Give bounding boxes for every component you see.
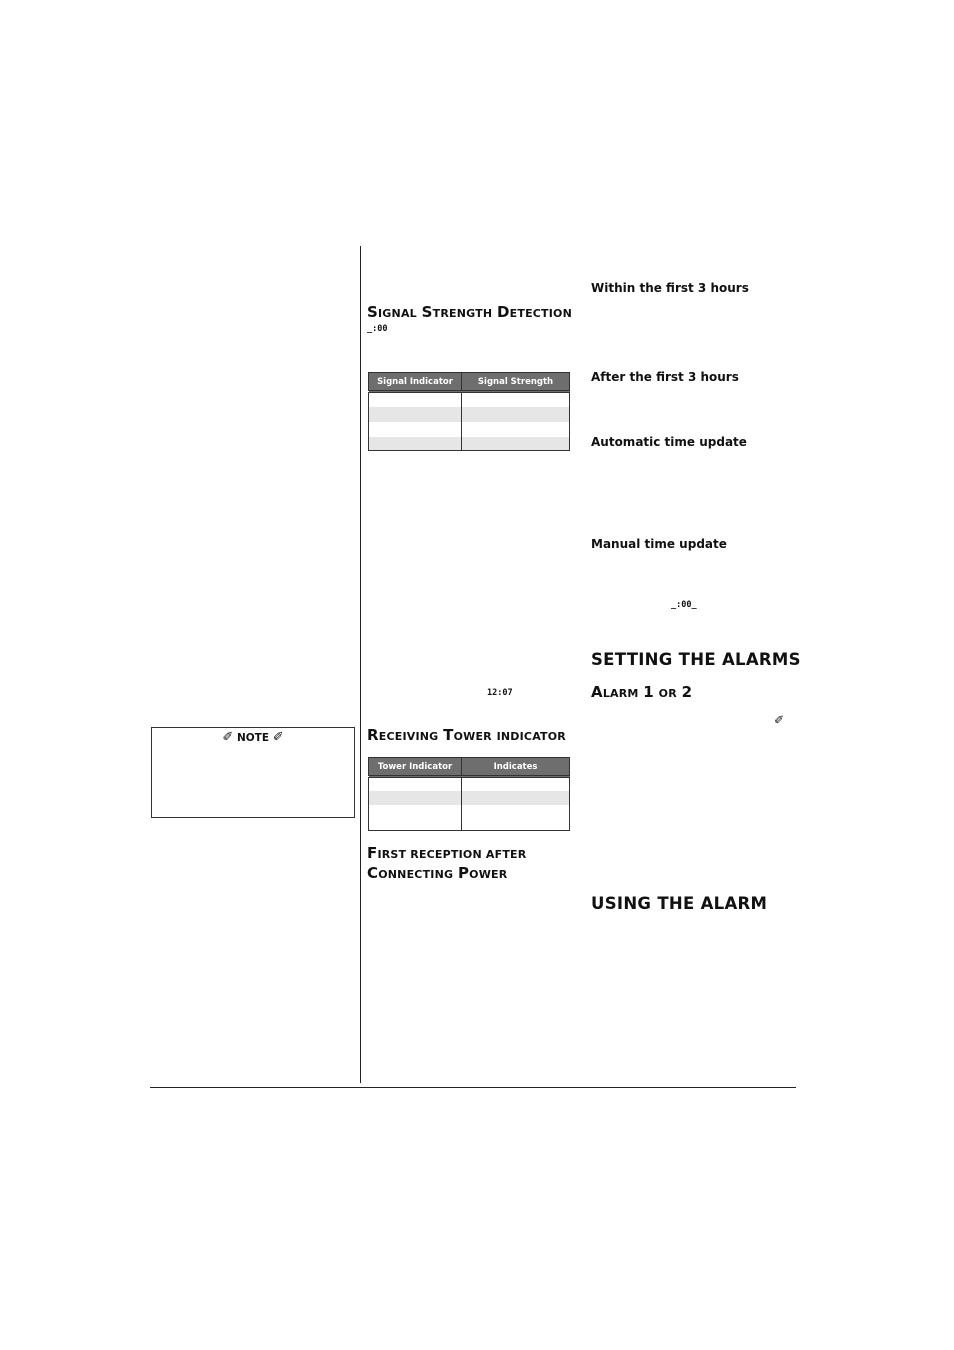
table-header: Signal Strength (462, 373, 570, 392)
subheading-automatic-update: Automatic time update (591, 435, 747, 449)
column-divider (360, 246, 361, 1083)
first-reception-heading: FIRST RECEPTION AFTER CONNECTING POWER (367, 844, 527, 882)
note-box (151, 727, 355, 818)
signal-strength-heading: SIGNAL STRENGTH DETECTION (367, 303, 573, 321)
time-lcd-glyph: 12:07 (487, 688, 513, 698)
table-row (369, 422, 570, 437)
subheading-manual-update: Manual time update (591, 537, 727, 551)
subheading-first-3-hours: Within the first 3 hours (591, 281, 749, 295)
note-header (152, 730, 354, 745)
tower-indicator-table (368, 757, 570, 831)
table-row (369, 777, 570, 791)
setting-alarms-heading: SETTING THE ALARMS (591, 650, 801, 669)
pencil-icon: ✐ (272, 730, 284, 745)
pencil-icon: ✐ (774, 713, 785, 727)
receiving-tower-heading: RECEIVING TOWER INDICATOR (367, 726, 566, 744)
signal-strength-table (368, 372, 570, 451)
table-row (369, 407, 570, 422)
note-label: NOTE (236, 732, 270, 744)
table-row (369, 791, 570, 805)
pencil-icon: ✐ (222, 730, 234, 745)
subheading-after-3-hours: After the first 3 hours (591, 370, 739, 384)
table-header: Indicates (462, 758, 570, 777)
table-row (369, 392, 570, 407)
manual-lcd-glyph: _:00_ (671, 600, 697, 610)
footer-rule (150, 1087, 796, 1088)
alarm-heading: ALARM 1 OR 2 (591, 683, 693, 701)
table-header: Signal Indicator (369, 373, 462, 392)
table-header: Tower Indicator (369, 758, 462, 777)
table-row (369, 805, 570, 831)
signal-lcd-glyph: _:00 (367, 324, 388, 334)
using-alarm-heading: USING THE ALARM (591, 894, 768, 913)
table-row (369, 437, 570, 451)
